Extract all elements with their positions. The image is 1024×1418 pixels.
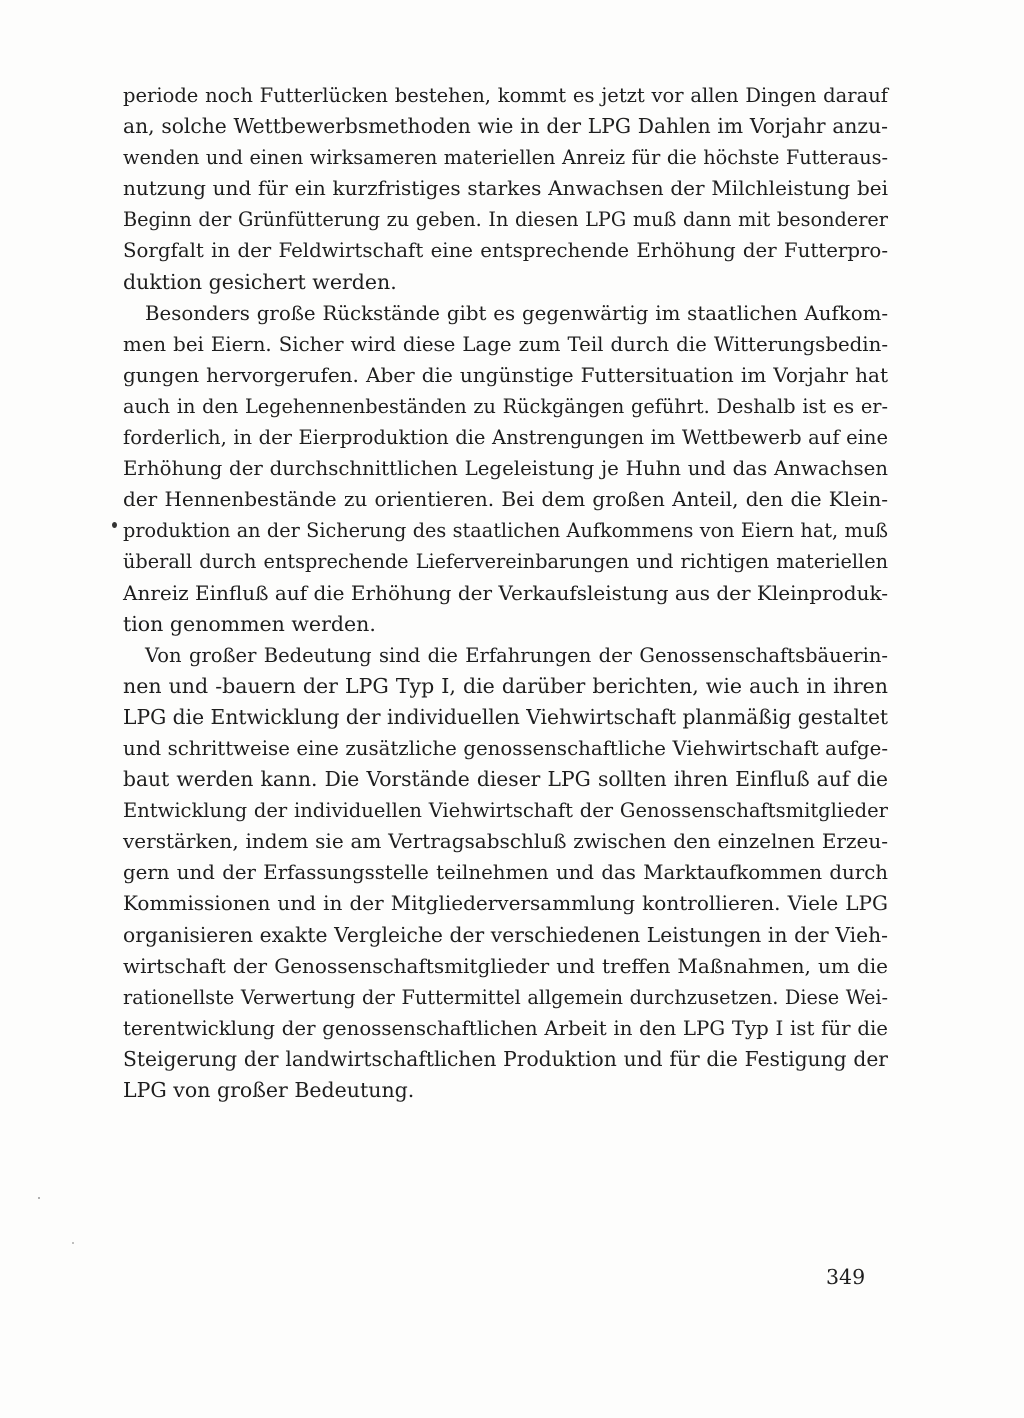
text-line: Besonders große Rückstände gibt es gegenwärtig im staatlichen Aufkom- [145, 301, 888, 325]
scan-speck [38, 1197, 40, 1199]
text-line: men bei Eiern. Sicher wird diese Lage zum Teil durch die Witterungsbedin- [123, 332, 888, 356]
text-line: überall durch entsprechende Liefervereinbarungen und richtigen materiellen [123, 550, 888, 574]
text-line: forderlich, in der Eierproduktion die Anstrengungen im Wettbewerb auf eine [123, 426, 888, 450]
text-line: verstärken, indem sie am Vertragsabschluß zwischen den einzelnen Erzeu- [123, 829, 888, 854]
text-line: terentwicklung der genossenschaftlichen Arbeit in den LPG Typ I ist für die [123, 1016, 888, 1040]
text-line: organisieren exakte Vergleiche der verschiedenen Leistungen in der Vieh- [123, 922, 888, 947]
text-line: Sorgfalt in der Feldwirtschaft eine entsprechende Erhöhung der Futterpro- [123, 239, 888, 263]
scan-speck [72, 1242, 74, 1244]
page-number: 349 [826, 1265, 866, 1289]
text-line: wirtschaft der Genossenschaftsmitglieder und treffen Maßnahmen, um die [123, 953, 888, 978]
text-line: LPG die Entwicklung der individuellen Viehwirtschaft planmäßig gestaltet [123, 704, 889, 729]
text-line: tion genommen werden. [123, 611, 376, 636]
paragraph [123, 640, 888, 1106]
text-line: der Hennenbestände zu orientieren. Bei dem großen Anteil, den die Klein- [123, 487, 888, 512]
text-line: Kommissionen und in der Mitgliederversammlung kontrollieren. Viele LPG [123, 891, 888, 916]
scan-speck [112, 522, 117, 528]
text-line: Beginn der Grünfütterung zu geben. In diesen LPG muß dann mit besonderer [123, 208, 888, 232]
text-line: und schrittweise eine zusätzliche genossenschaftliche Viehwirtschaft aufge- [123, 736, 888, 760]
text-line: an, solche Wettbewerbsmethoden wie in der LPG Dahlen im Vorjahr anzu- [123, 114, 888, 139]
text-line: produktion an der Sicherung des staatlichen Aufkommens von Eiern hat, muß [123, 519, 888, 543]
text-line: gern und der Erfassungsstelle teilnehmen und das Marktaufkommen durch [123, 861, 888, 885]
text-line: LPG von großer Bedeutung. [123, 1078, 415, 1102]
paragraph [123, 298, 888, 640]
text-line: Entwicklung der individuellen Viehwirtschaft der Genossenschaftsmitglieder [123, 799, 888, 823]
paragraph [123, 80, 888, 298]
text-line: rationellste Verwertung der Futtermittel allgemein durchzusetzen. Diese Wei- [123, 985, 888, 1009]
text-line: gungen hervorgerufen. Aber die ungünstige Futtersituation im Vorjahr hat [123, 362, 888, 387]
text-line: baut werden kann. Die Vorstände dieser LPG sollten ihren Einfluß auf die [123, 767, 888, 792]
text-line: wenden und einen wirksameren materiellen Anreiz für die höchste Futteraus- [123, 146, 888, 170]
body-text [123, 80, 888, 1106]
text-line: nen und -bauern der LPG Typ I, die darüber berichten, wie auch in ihren [123, 673, 888, 698]
text-line: auch in den Legehennenbeständen zu Rückgängen geführt. Deshalb ist es er- [123, 394, 888, 418]
text-line: nutzung und für ein kurzfristiges starkes Anwachsen der Milchleistung bei [123, 176, 888, 201]
text-line: Von großer Bedeutung sind die Erfahrungen der Genossenschaftsbäuerin- [145, 643, 888, 667]
text-line: periode noch Futterlücken bestehen, kommt es jetzt vor allen Dingen darauf [123, 84, 888, 107]
text-line: Steigerung der landwirtschaftlichen Produktion und für die Festigung der [123, 1046, 888, 1071]
text-line: duktion gesichert werden. [123, 269, 397, 294]
text-line: Erhöhung der durchschnittlichen Legeleistung je Huhn und das Anwachsen [123, 457, 888, 481]
text-line: Anreiz Einfluß auf die Erhöhung der Verkaufsleistung aus der Kleinproduk- [123, 580, 888, 605]
